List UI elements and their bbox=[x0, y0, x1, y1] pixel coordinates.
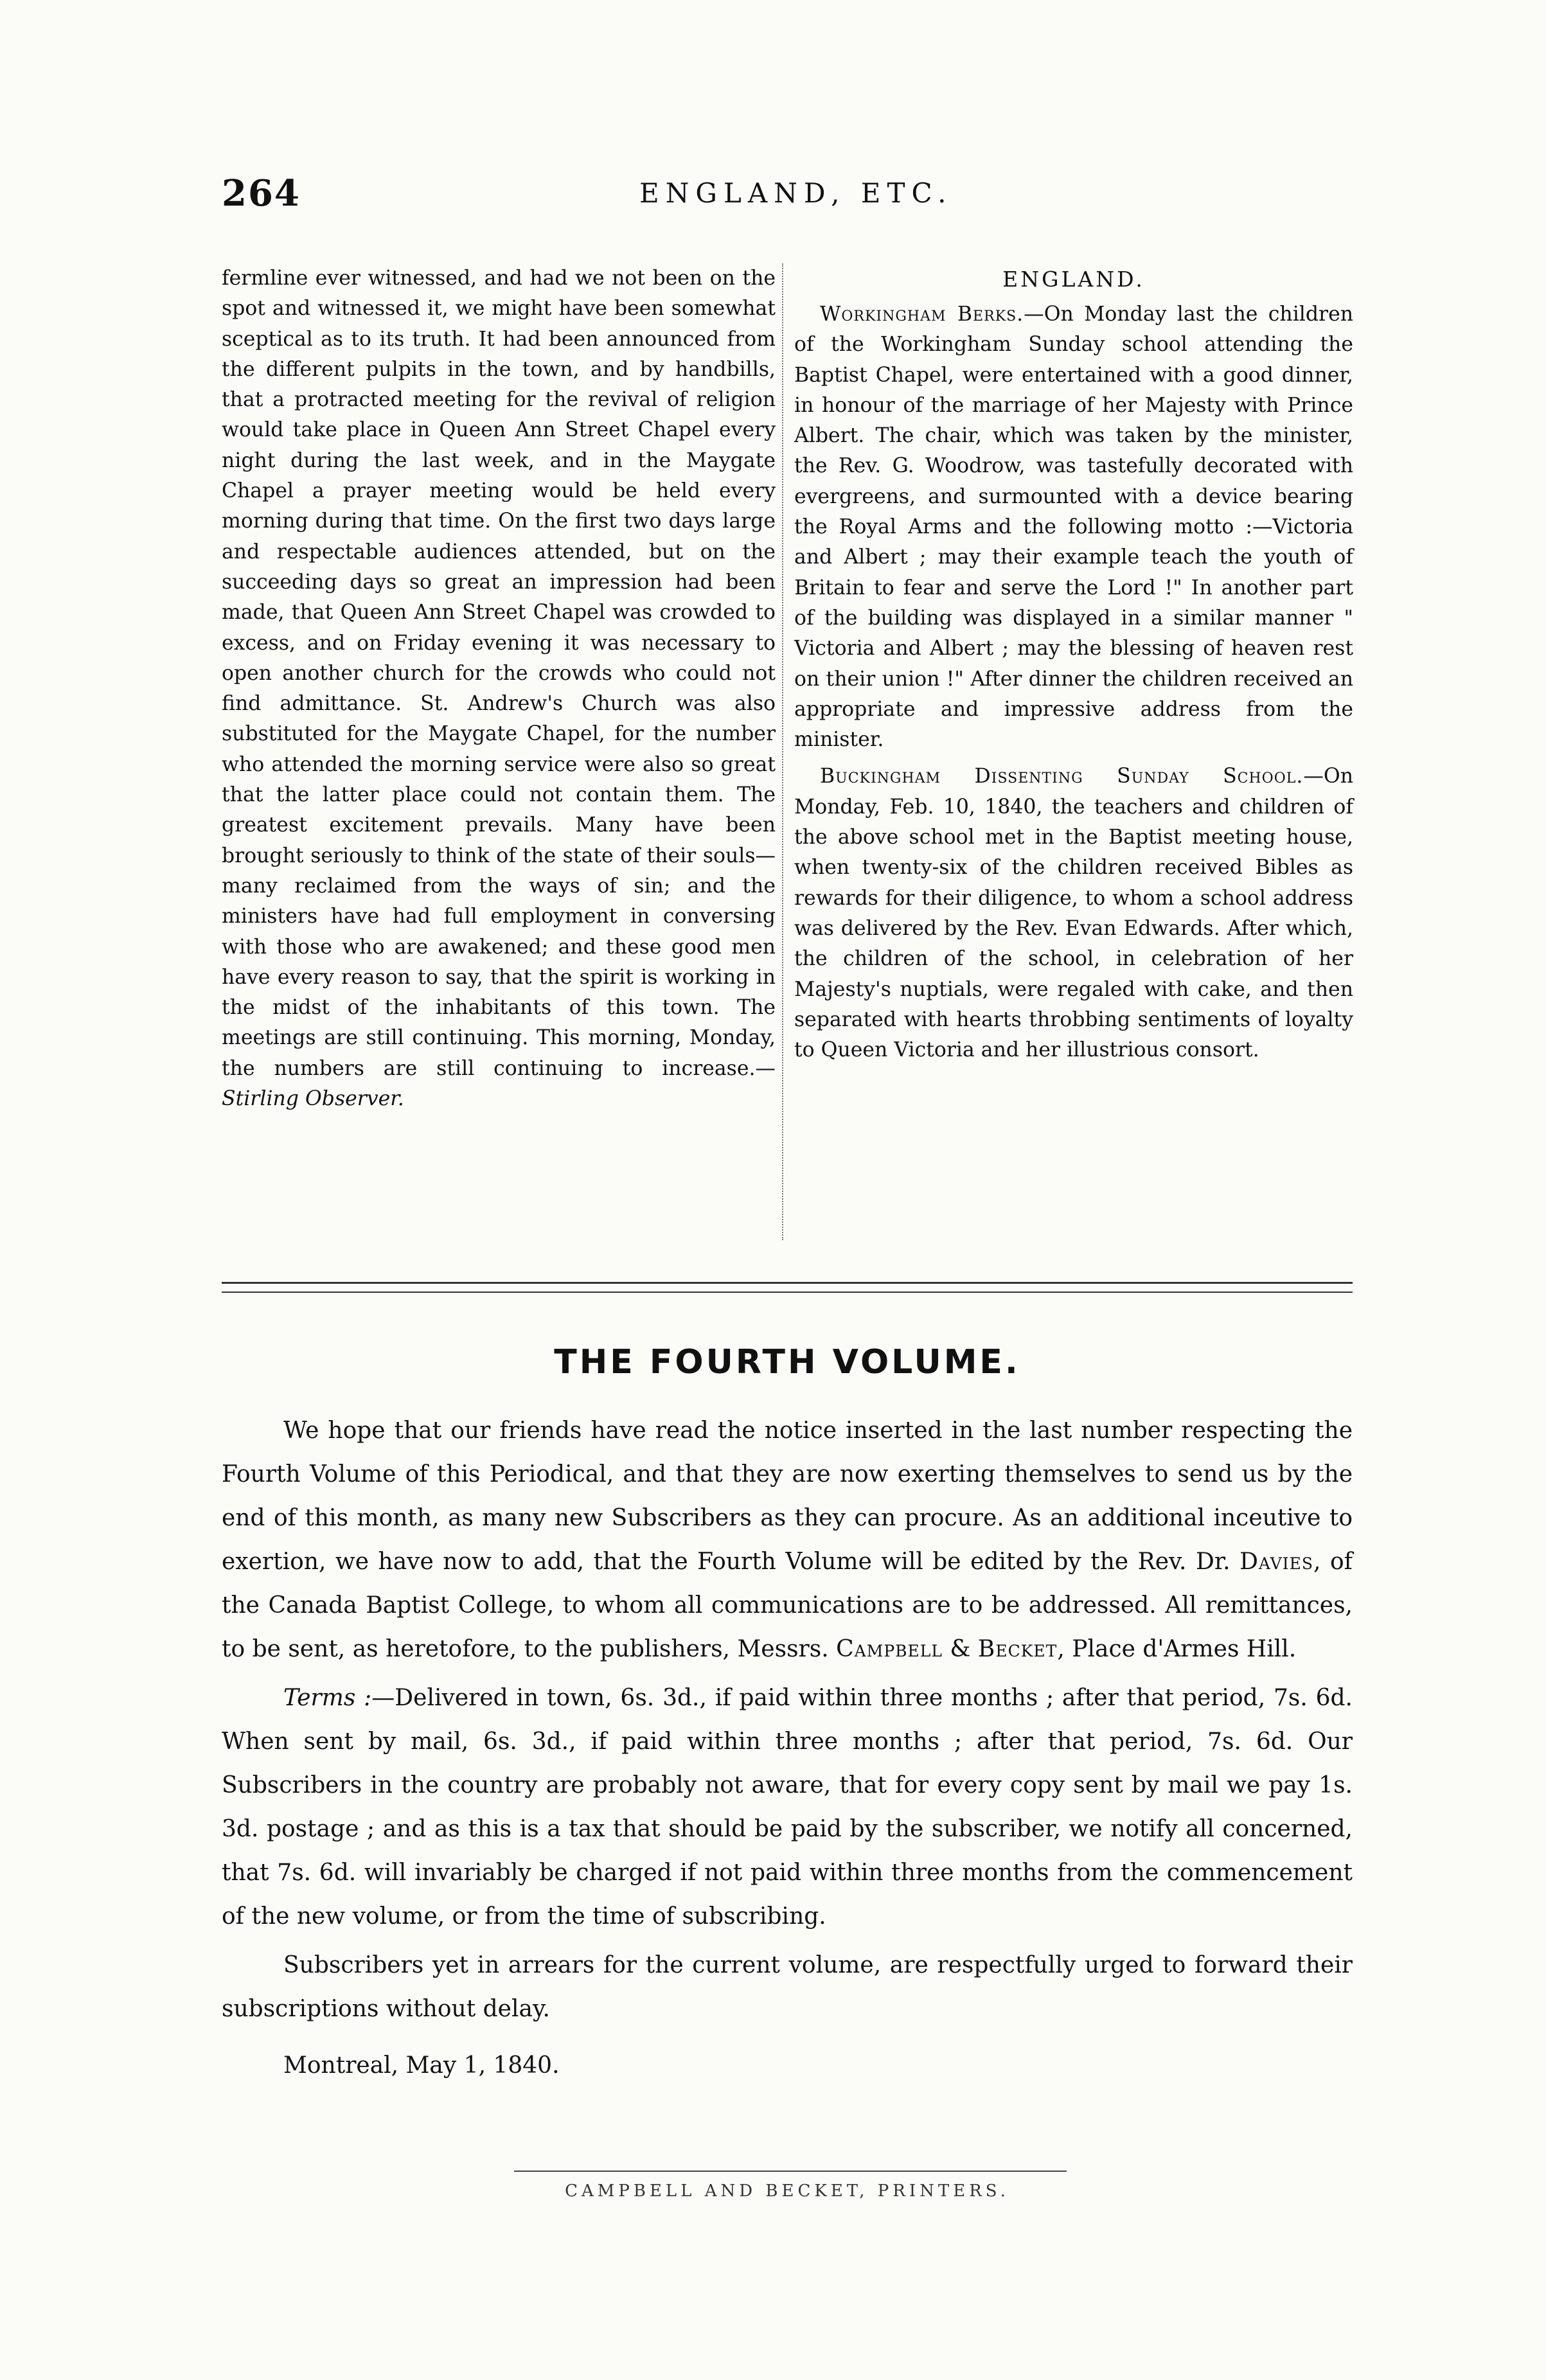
column-heading: ENGLAND. bbox=[1002, 267, 1145, 292]
news-item-workingham bbox=[794, 299, 1353, 755]
left-column bbox=[222, 263, 776, 1114]
terms-label: Terms : bbox=[283, 1685, 372, 1711]
column-divider bbox=[782, 263, 783, 1240]
dateline: Montreal, May 1, 1840. bbox=[283, 2052, 560, 2079]
running-head: ENGLAND, ETC. bbox=[639, 177, 953, 209]
editor-name: Davies bbox=[1239, 1549, 1314, 1575]
printers-imprint: CAMPBELL AND BECKET, PRINTERS. bbox=[565, 2181, 1009, 2201]
news-item-text: —On Monday, Feb. 10, 1840, the teachers and children of the above school met in the Baptist meeting house, when twenty-six of the children received Bibles as rewards for their diligence, to whom a school address was delivered by the Rev. Evan Edwards. After which, the children of the school, in celebration of her Majesty's nuptials, were regaled with cake, and then separated with hearts throbbing sentiments of loyalty to Queen Victoria and her illustrious consort. bbox=[794, 765, 1353, 1062]
publisher-name: Becket bbox=[977, 1636, 1058, 1662]
left-column-paragraph bbox=[222, 263, 776, 1114]
publisher-name: Campbell bbox=[836, 1636, 943, 1662]
left-column-text: fermline ever witnessed, and had we not been on the spot and witnessed it, we might have been somewhat sceptical as to its truth. It had been announced from the different pulpits in the town, and by handbills, that a protracted meeting for the revival of religion would take place in Queen Ann Street Chapel every night during the last week, and in the Maygate Chapel a prayer meeting would be held every morning during that time. On the first two days large and respectable audiences attended, but on the succeeding days so great an impression had been made, that Queen Ann Street Chapel was crowded to excess, and on Friday evening it was necessary to open another church for the crowds who could not find admittance. St. Andrew's Church was also substituted for the Maygate Chapel, for the number who attended the morning service were also so great that the latter place could not contain them. The greatest excitement prevails. Many have been brought seriously to think of the state of their souls—many reclaimed from the ways of sin; and the ministers have had full employment in conversing with those who are awakened; and these good men have every reason to say, that the spirit is working in the midst of the inhabitants of this town. The meetings are still continuing. This morning, Monday, the numbers are still continuing to increase.— bbox=[222, 267, 776, 1080]
notice-text: We hope that our friends have read the notice inserted in the last number respecting the Fourth Volume of this Periodical, and that they are now exerting themselves to send us by the end of this month, as many new Subscribers as they can procure. As an additional inceutive to exertion, we have now to add, that the Fourth Volume will be edited by the Rev. Dr. bbox=[222, 1417, 1353, 1575]
notice-text: , Place d'Armes Hill. bbox=[1057, 1636, 1297, 1662]
notice-paragraph bbox=[222, 1409, 1353, 1671]
notice-title: THE FOURTH VOLUME. bbox=[554, 1343, 1020, 1381]
notice-body bbox=[222, 1404, 1353, 2088]
page-number: 264 bbox=[222, 172, 301, 215]
news-item-lead: Buckingham Dissenting Sunday School. bbox=[820, 765, 1304, 788]
news-item-lead: Workingham Berks. bbox=[820, 303, 1024, 326]
terms-paragraph bbox=[222, 1676, 1353, 1939]
section-divider bbox=[222, 1282, 1353, 1293]
notice-text: , of the Canada Baptist College, to whom all communications are to be addressed. All remittances, to be sent, as heretofore, to the publishers, Messrs. bbox=[222, 1549, 1353, 1662]
source-citation: Stirling Observer. bbox=[222, 1087, 404, 1111]
notice-text: & bbox=[942, 1636, 978, 1662]
news-item-text: —On Monday last the children of the Workingham Sunday school attending the Baptist Chapel, were entertained with a good dinner, in honour of the marriage of her Majesty with Prince Albert. The chair, which was taken by the minister, the Rev. G. Woodrow, was tastefully decorated with evergreens, and surmounted with a device bearing the Royal Arms and the following motto :—Victoria and Albert ; may their example teach the youth of Britain to fear and serve the Lord !" In another part of the building was displayed in a similar manner " Victoria and Albert ; may the blessing of heaven rest on their union !" After dinner the children received an appropriate and impressive address from the minister. bbox=[794, 303, 1353, 752]
footer-rule bbox=[514, 2171, 1067, 2172]
terms-text: —Delivered in town, 6s. 3d., if paid within three months ; after that period, 7s. 6d. When sent by mail, 6s. 3d., if paid within three months ; after that period, 7s. 6d. Our Subscribers in the country are probably not aware, that for every copy sent by mail we pay 1s. 3d. postage ; and as this is a tax that should be paid by the subscriber, we notify all concerned, that 7s. 6d. will invariably be charged if not paid within three months from the commencement of the new volume, or from the time of subscribing. bbox=[222, 1685, 1353, 1930]
right-column bbox=[794, 263, 1353, 1065]
page-header bbox=[222, 172, 1353, 217]
arrears-paragraph: Subscribers yet in arrears for the current volume, are respectfully urged to forward their subscriptions without delay. bbox=[222, 1952, 1353, 2022]
news-item-buckingham bbox=[794, 761, 1353, 1065]
